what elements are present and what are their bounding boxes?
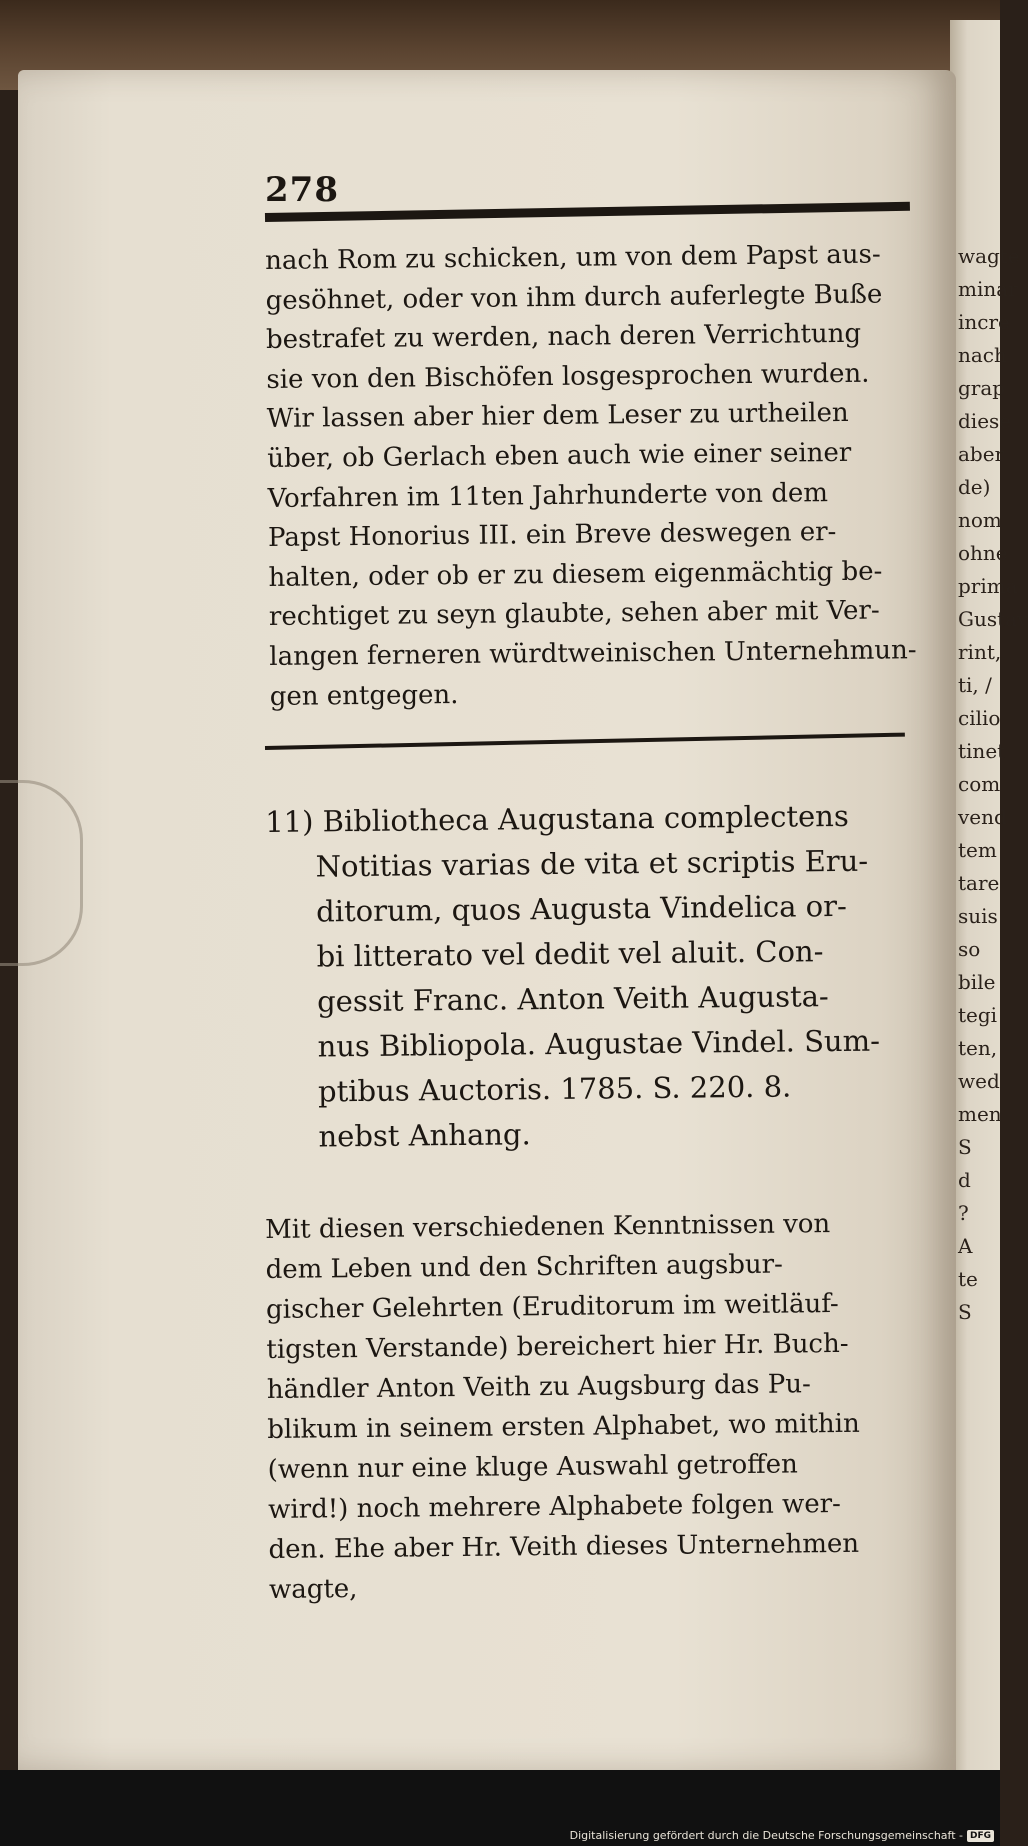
credit-text: Digitalisierung gefördert durch die Deutsche Forschungsgemeinschaft -	[569, 1829, 963, 1842]
page-number: 278	[265, 170, 339, 210]
entry-line: gessit Franc. Anton Veith Augusta-	[316, 979, 829, 1019]
entry-line: nus Bibliopola. Augustae Vindel. Sum-	[317, 1023, 881, 1064]
entry-line: nebst Anhang.	[318, 1117, 531, 1154]
paragraph-continuation: nach Rom zu schicken, um von dem Papst aus- gesöhnet, oder von ihm durch auferlegte Buße bestrafet zu werden, nach deren Verrichtung sie von den Bischöfen losgesprochen wurden. Wir lassen aber hier dem Leser zu urtheilen über, ob Gerlach eben auch wie einer seiner Vorfahren im 11ten Jahrhunderte von dem Papst Honorius III. ein Breve deswegen er- halten, oder ob er zu diesem eigenmächtig be- rechtiget zu seyn glaubte, sehen aber mit Ver- langen ferneren würdtweinischen Unternehmun- gen entgegen.	[265, 239, 917, 712]
digitization-credit	[570, 1829, 994, 1842]
entry-line: ditorum, quos Augusta Vindelica or-	[315, 888, 847, 929]
bibliography-entry	[265, 793, 929, 1160]
entry-line: Notitias varias de vita et scriptis Eru-	[315, 843, 869, 884]
facing-page-fragments: wagte minar incre nach grap diese aber de) nom ohne prima Gustav rint, ti, / cilio tinet com vend tem tare suis so bile tegi ten, wed men S d ? A te S	[958, 244, 1028, 1324]
dfg-logo: DFG	[967, 1830, 994, 1842]
page-clip-shadow	[0, 780, 83, 966]
entry-line: bi litterato vel dedit vel aluit. Con-	[316, 934, 824, 974]
review-paragraph: Mit diesen verschiedenen Kenntnissen von dem Leben und den Schriften augsbur- gischer Gelehrten (Eruditorum im weitläuf- tigsten Verstande) bereichert hier Hr. Buch- händler Anton Veith zu Augsburg das Pu- blikum in seinem ersten Alphabet, wo mithin (wenn nur eine kluge Auswahl getroffen wird!) noch mehrere Alphabete folgen wer- den. Ehe aber Hr. Veith dieses Unternehmen wagte,	[265, 1209, 860, 1605]
entry-line: ptibus Auctoris. 1785. S. 220. 8.	[317, 1069, 792, 1109]
entry-line: 11) Bibliotheca Augustana complectens	[265, 798, 849, 839]
